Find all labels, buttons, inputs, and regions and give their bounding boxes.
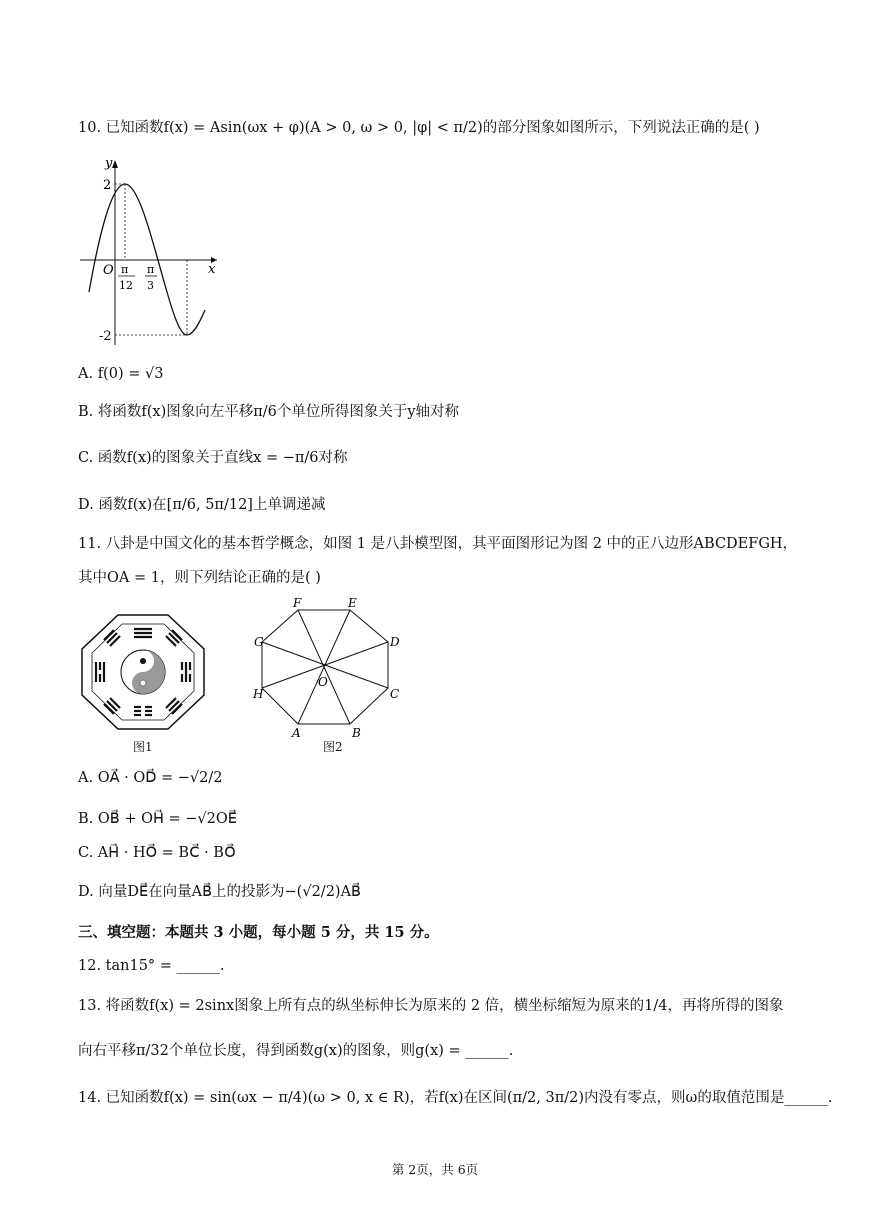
q11-option-d: D. 向量DE⃗在向量AB⃗上的投影为−(√2/2)AB⃗ — [78, 884, 361, 900]
q11-stem-line1: 11. 八卦是中国文化的基本哲学概念，如图 1 是八卦模型图，其平面图形记为图 2 中的正八边形ABCDEFGH， — [78, 536, 798, 552]
q13-line2: 向右平移π/32个单位长度，得到函数g(x)的图象，则g(x) = ______. — [78, 1043, 514, 1059]
octagon-figure — [248, 594, 408, 744]
x-label: x — [208, 262, 216, 277]
label-G: G — [254, 635, 264, 649]
q10-stem: 10. 已知函数f(x) = Asin(ωx + φ)(A > 0, ω > 0, |φ| < π/2)的部分图象如图所示，下列说法正确的是( ) — [78, 120, 760, 136]
label-F: F — [293, 596, 302, 610]
label-B: B — [352, 726, 361, 740]
label-D: D — [390, 635, 400, 649]
q11-option-a: A. OA⃗ · OD⃗ = −√2/2 — [78, 770, 223, 786]
ymin-label: -2 — [99, 329, 112, 344]
q11-stem-line2: 其中OA = 1，则下列结论正确的是( ) — [78, 570, 321, 586]
page-footer: 第 2页，共 6页 — [391, 1162, 479, 1177]
q10-sine-graph — [75, 152, 225, 352]
tick1-num: π — [121, 263, 129, 276]
bagua-figure — [78, 612, 208, 732]
label-E: E — [348, 596, 357, 610]
label-H: H — [253, 687, 264, 701]
q12: 12. tan15° = ______. — [78, 958, 225, 974]
label-C: C — [390, 687, 400, 701]
q11-option-b: B. OB⃗ + OH⃗ = −√2OE⃗ — [78, 811, 237, 827]
fig1-caption: 图1 — [133, 740, 153, 754]
q13-line1: 13. 将函数f(x) = 2sinx图象上所有点的纵坐标伸长为原来的 2 倍，横坐标缩短为原来的1/4，再将所得的图象 — [78, 998, 784, 1014]
origin-label: O — [103, 263, 114, 278]
q10-option-d: D. 函数f(x)在[π/6, 5π/12]上单调递减 — [78, 497, 326, 513]
q11-option-c: C. AH⃗ · HO⃗ = BC⃗ · BO⃗ — [78, 845, 236, 861]
label-O: O — [318, 675, 328, 689]
section-3-heading: 三、填空题：本题共 3 小题，每小题 5 分，共 15 分。 — [78, 924, 439, 941]
y-label: y — [105, 156, 113, 171]
ymax-label: 2 — [103, 178, 112, 193]
tick2-den: 3 — [147, 279, 154, 292]
q10-option-b: B. 将函数f(x)图象向左平移π/6个单位所得图象关于y轴对称 — [78, 404, 460, 420]
fig2-caption: 图2 — [323, 740, 343, 754]
tick2-num: π — [147, 263, 155, 276]
q10-option-a: A. f(0) = √3 — [78, 366, 164, 382]
label-A: A — [292, 726, 301, 740]
tick1-den: 12 — [119, 279, 133, 292]
q10-option-c: C. 函数f(x)的图象关于直线x = −π/6对称 — [78, 450, 348, 466]
q14: 14. 已知函数f(x) = sin(ωx − π/4)(ω > 0, x ∈ R)，若f(x)在区间(π/2, 3π/2)内没有零点，则ω的取值范围是______. — [78, 1090, 833, 1106]
